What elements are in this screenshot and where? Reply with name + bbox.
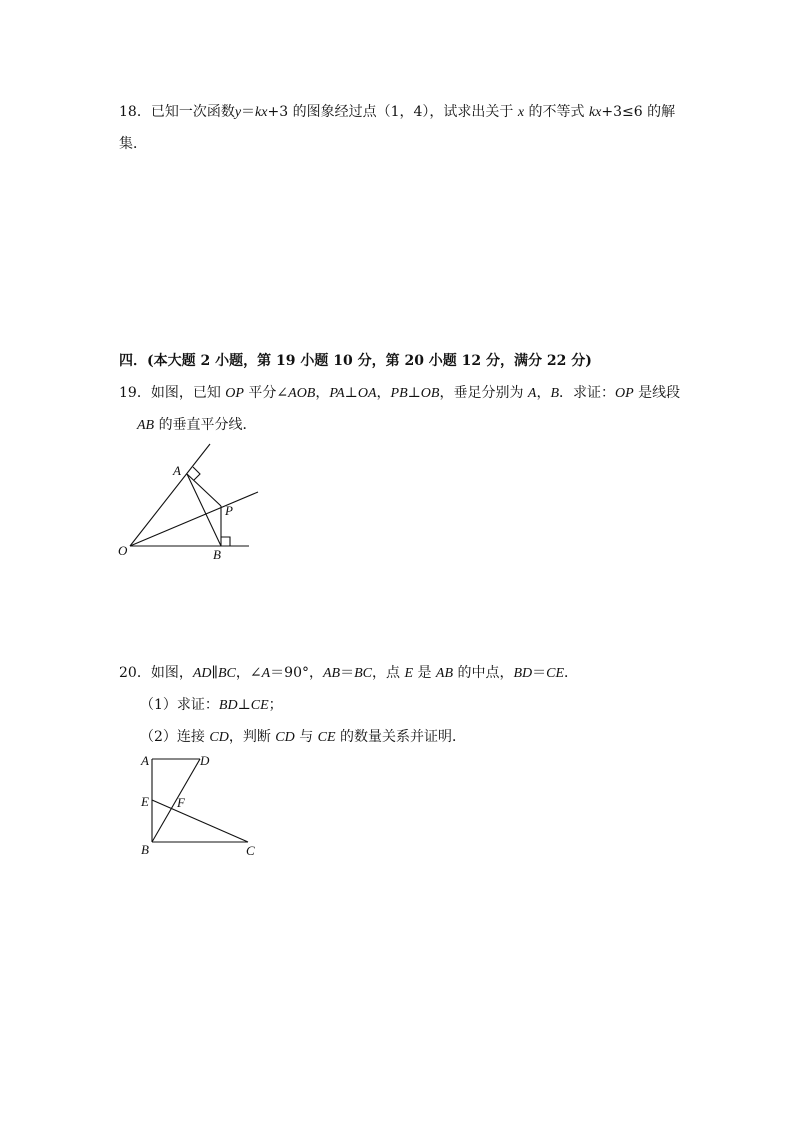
q19-line-1: 19．如图，已知 OP 平分∠AOB，PA⊥OA，PB⊥OB，垂足分别为 A，B．求证：OP 是线段 xyxy=(119,385,681,401)
label-d: D xyxy=(200,753,210,768)
q20-part-2: （2）连接 CD，判断 CD 与 CE 的数量关系并证明． xyxy=(140,729,466,745)
label-c: C xyxy=(246,843,255,858)
label-o: O xyxy=(118,543,128,558)
label-e: E xyxy=(141,794,149,809)
section-4-heading: 四．(本大题 2 小题，第 19 小题 10 分，第 20 小题 12 分，满分 22 分) xyxy=(119,353,592,369)
q20-part-1: （1）求证：BD⊥CE； xyxy=(140,697,283,713)
q19-number: 19． xyxy=(119,385,151,401)
label-b: B xyxy=(213,547,221,562)
q20-line-1: 20．如图，AD∥BC，∠A＝90°，AB＝BC，点 E 是 AB 的中点，BD＝CE． xyxy=(119,665,579,681)
label-f: F xyxy=(177,795,185,810)
label-a: A xyxy=(141,753,149,768)
segment-ec xyxy=(152,800,248,842)
q18-line-1: 18．已知一次函数y＝kx+3 的图象经过点（1，4），试求出关于 x 的不等式 kx+3≤6 的解 xyxy=(119,104,676,120)
q19-line-2: AB 的垂直平分线． xyxy=(137,417,257,433)
label-a: A xyxy=(173,463,181,478)
segment-bd xyxy=(152,759,200,842)
label-p: P xyxy=(225,503,233,518)
q20-number: 20． xyxy=(119,665,151,681)
label-b: B xyxy=(141,842,149,857)
q18-line-2: 集． xyxy=(119,136,147,152)
q18-number: 18． xyxy=(119,104,151,120)
